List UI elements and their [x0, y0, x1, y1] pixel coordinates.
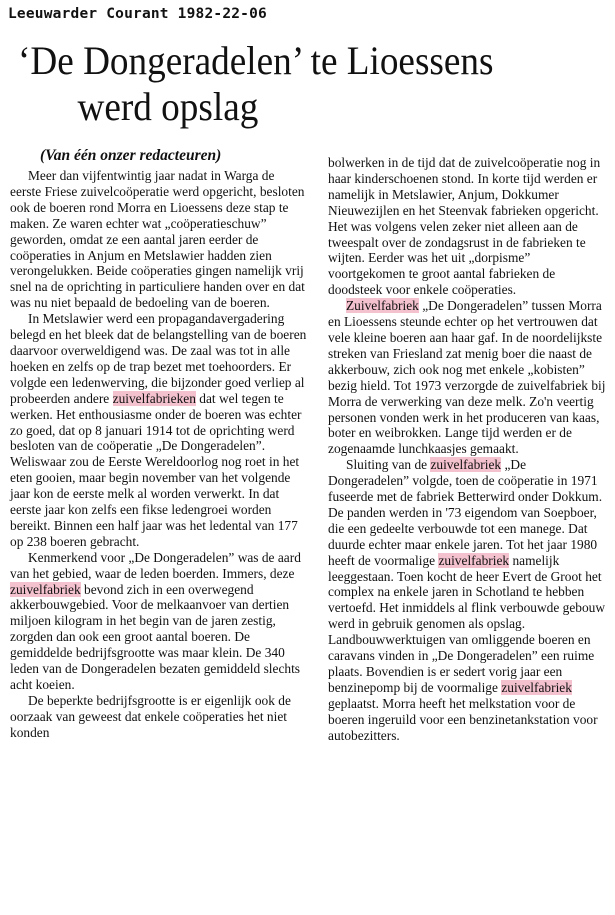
- paragraph-text: dat wel tegen te werken. Het enthousiasme onder de boeren was echter zo goed, dat op 8 januari 1914 tot de oprichting werd besloten van de coöperatie „De Dongeradelen”. Weliswaar zou de Eerste Wereldoorlog nog roet in het eten gooien, maar begin november van het volgende jaar kon de eerste melk al worden verwerkt. In dat eerste jaar kon zelfs een fikse ledengroei worden bereikt. Binnen een half jaar was het ledental van 177 op 238 boeren gebracht.: [10, 390, 302, 549]
- article-column-left: [10, 168, 308, 741]
- paragraph-text: „De Dongeradelen” tussen Morra en Lioessens steunde echter op het vertrouwen dat vele kleine boeren aan haar gaf. In de noordelijkste streken van Friesland zat menig boer die naast de akkerbouw, zich ook nog met enkele „kobisten” bezig hield. Tot 1973 verzorgde de zuivelfabriek bij Morra de verwerking van deze melk. Zo'n veertig personen vonden werk in het produceren van kaas, boter en weibrokken. Lange tijd werden er de zogenaamde lunchkaasjes gemaakt.: [328, 298, 606, 457]
- highlighted-term: zuivelfabriek: [501, 679, 572, 695]
- paragraph-7: [328, 457, 610, 743]
- highlighted-term: zuivelfabrieken: [112, 390, 196, 406]
- headline-line-1: ‘De Dongeradelen’ te Lioessens: [18, 38, 494, 83]
- highlighted-term: zuivelfabriek: [10, 581, 81, 597]
- highlighted-term: Zuivelfabriek: [346, 298, 419, 314]
- paragraph-1: Meer dan vijfentwintig jaar nadat in Warga de eerste Friese zuivelcoöperatie werd opgericht, besloten ook de boeren rond Morra en Lioessens deze stap te maken. Ze waren echter wat „coöperatieschuw” geworden, omdat ze een aantal jaren eerder de coöperaties in Anjum en Metslawier hadden zien verongelukken. Beide coöperaties gingen namelijk vrij snel na de oprichting in particuliere handen over en dat was nu niet bepaald de bedoeling van de boeren.: [10, 168, 305, 311]
- highlighted-term: zuivelfabriek: [438, 552, 510, 568]
- paragraph-4: De beperkte bedrijfsgrootte is er eigenlijk ook de oorzaak van geweest dat enkele coöperaties het niet konden: [10, 692, 291, 740]
- paragraph-text: bevond zich in een overwegend akkerbouwgebied. Voor de melkaanvoer van dertien miljoen kilogram in het begin van de jaren zestig, zorgden dan ook een groot aantal boeren. De gemiddelde bedrijfsgrootte was maar klein. De 340 leden van de Dongeradelen bezaten gemiddeld slechts acht koeien.: [10, 581, 301, 692]
- paragraph-3: [10, 550, 308, 693]
- paragraph-text: namelijk leeggestaan. Toen kocht de heer Evert de Groot het complex na enkele jaren in Schotland te hebben vertoefd. Het inmiddels al flink verbouwde gebouw werd in gebruik genomen als opslag. Landbouwwerktuigen van omliggende boeren en caravans vinden in „De Dongeradelen” een ruime plaats. Bovendien is er sedert vorig jaar een benzinepomp bij de voormalige: [328, 552, 606, 695]
- article-byline: (Van één onzer redacteuren): [40, 147, 222, 164]
- newspaper-source-line: Leeuwarder Courant 1982-22-06: [8, 6, 267, 22]
- paragraph-2: [10, 311, 308, 550]
- headline-line-2: werd opslag: [77, 84, 259, 129]
- article-column-right: [328, 155, 610, 744]
- paragraph-text: Kenmerkend voor „De Dongeradelen” was de aard van het gebied, waar de leden boerden. Immers, deze: [10, 549, 301, 581]
- highlighted-term: zuivelfabriek: [430, 457, 502, 473]
- paragraph-text: „De Dongeradelen” volgde, toen de coöperatie in 1971 fuseerde met de fabriek Betterwird onder Dokkum. De panden werden in '73 eigendom van Soepboer, die een gedeelte verbouwde tot een manege. Dat duurde echter maar enkele jaren. Tot het jaar 1980 heeft de voormalige: [328, 457, 603, 568]
- paragraph-6: [328, 298, 610, 457]
- paragraph-text: Sluiting van de: [346, 457, 428, 473]
- article-headline: [18, 38, 567, 130]
- paragraph-text: In Metslawier werd een propagandavergadering belegd en het bleek dat de belangstelling van de boeren daarvoor overweldigend was. De zaal was tot in alle hoeken en zelfs op de trap bezet met toehoorders. Er volgde een ledenwerving, die bijzonder goed verliep al probeerden andere: [10, 311, 307, 406]
- paragraph-5: bolwerken in de tijd dat de zuivelcoöperatie nog in haar kinderschoenen stond. In korte tijd werden er namelijk in Metslawier, Anjum, Dokkumer Nieuwezijlen en het Steenvak fabrieken opgericht. Het was volgens velen zeker niet alleen aan de tweespalt over de zondagsrust in de fabrieken te wijten. Eerder was het uit „dorpisme” voortgekomen te groot aantal fabrieken de doodsteek voor enkele coöperaties.: [328, 155, 601, 298]
- paragraph-text: geplaatst. Morra heeft het melkstation voor de boeren ingeruild voor een benzinetankstation voor autobezitters.: [328, 695, 598, 743]
